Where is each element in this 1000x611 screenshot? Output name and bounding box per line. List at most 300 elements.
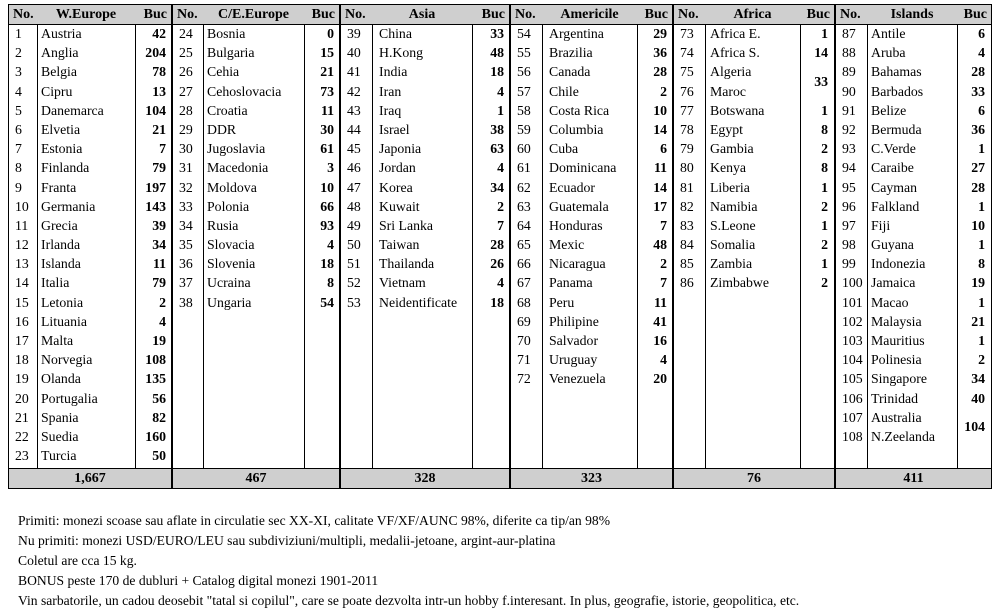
row-number: 7: [15, 141, 22, 157]
row-number: 43: [347, 102, 361, 118]
country-name: Caraibe: [871, 160, 914, 176]
row-number: 99: [842, 256, 856, 272]
region-rows: [173, 25, 339, 313]
header-buc: Buc: [806, 7, 830, 22]
table-row: [511, 44, 672, 63]
table-row: [511, 140, 672, 159]
country-name: Bahamas: [871, 64, 922, 80]
region-rows: [836, 25, 991, 447]
row-number: 75: [680, 64, 694, 80]
row-number: 70: [517, 333, 531, 348]
region-header: [511, 5, 672, 25]
row-number: 61: [517, 160, 531, 176]
table-row: [674, 198, 834, 217]
row-number: 100: [842, 275, 863, 291]
row-number: 30: [179, 141, 193, 157]
coin-count: 66: [320, 198, 334, 214]
coin-count: 8: [821, 160, 828, 176]
country-name: Vietnam: [379, 275, 426, 291]
country-name: Argentina: [549, 26, 604, 41]
region-group-weurope: [8, 4, 172, 489]
region-group-americile: [510, 4, 673, 489]
table-row: [9, 159, 171, 178]
region-total: 467: [173, 468, 339, 488]
coin-count: 26: [490, 256, 504, 272]
table-row: [511, 198, 672, 217]
country-name: Bulgaria: [207, 45, 255, 61]
header-buc: Buc: [311, 7, 335, 22]
coin-count: 19: [971, 275, 985, 291]
country-name: Philipine: [549, 313, 599, 329]
table-row: [511, 236, 672, 255]
coin-count: 3: [327, 160, 334, 176]
table-row: [511, 332, 672, 351]
coin-count: 14: [653, 121, 667, 137]
country-name: Kuwait: [379, 198, 420, 214]
country-name: Finlanda: [41, 160, 90, 176]
table-row: [511, 255, 672, 274]
note-line: Coletul are cca 15 kg.: [18, 553, 137, 568]
country-name: Suedia: [41, 428, 79, 444]
coin-count: 28: [971, 179, 985, 195]
country-name: Moldova: [207, 179, 257, 195]
coin-count: 1: [821, 179, 828, 195]
coin-count: 4: [660, 352, 667, 368]
header-buc: Buc: [963, 7, 987, 22]
row-number: 80: [680, 160, 694, 176]
country-name: Ungaria: [207, 294, 252, 310]
row-number: 15: [15, 294, 29, 310]
row-number: 60: [517, 141, 531, 157]
row-number: 103: [842, 333, 863, 348]
country-name: Portugalia: [41, 390, 98, 406]
row-number: 16: [15, 313, 29, 329]
country-name: Canada: [549, 64, 591, 80]
coin-count: 13: [152, 83, 166, 99]
table-row: [9, 447, 171, 466]
row-number: 96: [842, 198, 856, 214]
country-name: Cehoslovacia: [207, 83, 282, 99]
coin-count: 2: [978, 352, 985, 368]
row-number: 82: [680, 198, 694, 214]
table-row: [674, 159, 834, 178]
row-number: 94: [842, 160, 856, 176]
country-name: Africa E.: [710, 26, 761, 41]
coin-count: 33: [971, 83, 985, 99]
country-name: Turcia: [41, 448, 77, 464]
coin-count: 2: [821, 198, 828, 214]
table-row: [173, 217, 339, 236]
country-name: Danemarca: [41, 102, 104, 118]
coin-count: 14: [814, 45, 828, 61]
country-name: India: [379, 64, 408, 80]
country-name: Norvegia: [41, 352, 93, 368]
country-name: Uruguay: [549, 352, 598, 368]
table-row: [674, 179, 834, 198]
region-total: 411: [836, 468, 991, 488]
row-number: 38: [179, 294, 193, 310]
country-name: Israel: [379, 121, 410, 137]
region-rows: [341, 25, 509, 313]
country-name: Fiji: [871, 217, 891, 233]
country-name: Estonia: [41, 141, 83, 157]
coin-count: 20: [653, 371, 667, 387]
country-name: Cayman: [871, 179, 917, 195]
row-number: 44: [347, 121, 361, 137]
row-number: 81: [680, 179, 694, 195]
country-name: Slovenia: [207, 256, 256, 272]
coin-count: 1: [821, 102, 828, 118]
table-row: [9, 294, 171, 313]
table-row: [511, 102, 672, 121]
coin-count: 82: [152, 409, 166, 425]
coin-count: 135: [145, 371, 166, 387]
country-name: Austria: [41, 26, 82, 41]
table-row: [173, 255, 339, 274]
table-row: [674, 274, 834, 293]
coin-count: 1: [978, 198, 985, 214]
coin-count: 1: [497, 102, 504, 118]
table-row: [9, 25, 171, 44]
row-number: 71: [517, 352, 531, 368]
table-row: [9, 102, 171, 121]
coin-count: 160: [145, 428, 166, 444]
table-row: [511, 63, 672, 82]
coin-count: 34: [971, 371, 985, 387]
row-number: 12: [15, 237, 29, 253]
row-number: 37: [179, 275, 193, 291]
country-name: Indonezia: [871, 256, 926, 272]
row-number: 91: [842, 102, 856, 118]
row-number: 93: [842, 141, 856, 157]
row-number: 40: [347, 45, 361, 61]
region-rows: [511, 25, 672, 390]
row-number: 106: [842, 390, 863, 406]
coin-count: 2: [821, 141, 828, 157]
row-number: 35: [179, 237, 193, 253]
table-row: [836, 102, 991, 121]
row-number: 18: [15, 352, 29, 368]
coin-count: 54: [320, 294, 334, 310]
table-row: [674, 236, 834, 255]
row-number: 98: [842, 237, 856, 253]
table-row: [9, 351, 171, 370]
country-name: Liberia: [710, 179, 750, 195]
merged-coin-count: 104: [964, 419, 985, 435]
row-number: 48: [347, 198, 361, 214]
table-row: [674, 140, 834, 159]
table-row: [511, 179, 672, 198]
row-number: 77: [680, 102, 694, 118]
coin-count: 2: [821, 237, 828, 253]
country-name: Australia: [871, 409, 922, 425]
country-name: Trinidad: [871, 390, 919, 406]
country-name: Iraq: [379, 102, 402, 118]
coin-count: 42: [152, 26, 166, 41]
table-row: [511, 25, 672, 44]
region-total: 323: [511, 468, 672, 488]
table-row: [674, 102, 834, 121]
country-name: N.Zeelanda: [871, 428, 935, 444]
country-name: H.Kong: [379, 45, 424, 61]
coin-count: 48: [653, 237, 667, 253]
coin-count: 8: [327, 275, 334, 291]
region-header: [9, 5, 171, 25]
coin-count: 4: [497, 83, 504, 99]
coin-count: 10: [320, 179, 334, 195]
note-line: BONUS peste 170 de dubluri + Catalog digital monezi 1901-2011: [18, 573, 379, 588]
row-number: 39: [347, 26, 361, 41]
coin-count: 38: [490, 121, 504, 137]
country-name: Barbados: [871, 83, 924, 99]
country-name: Bermuda: [871, 121, 922, 137]
header-region: Africa: [733, 7, 772, 22]
country-name: Malta: [41, 333, 74, 348]
region-header: [836, 5, 991, 25]
coin-count: 61: [320, 141, 334, 157]
coin-count: 2: [159, 294, 166, 310]
table-row: [9, 44, 171, 63]
country-name: Jugoslavia: [207, 141, 266, 157]
coin-count: 108: [145, 352, 166, 368]
row-number: 31: [179, 160, 193, 176]
row-number: 72: [517, 371, 531, 387]
table-row: [341, 236, 509, 255]
header-region: Asia: [408, 7, 436, 22]
row-number: 88: [842, 45, 856, 61]
table-row: [173, 102, 339, 121]
coin-count: 29: [653, 26, 667, 41]
country-name: Botswana: [710, 102, 765, 118]
country-name: Cipru: [41, 83, 73, 99]
coin-count: 4: [497, 275, 504, 291]
row-number: 24: [179, 26, 193, 41]
header-no: No.: [13, 7, 34, 22]
country-name: Croatia: [207, 102, 248, 118]
coin-count: 11: [653, 160, 667, 176]
table-row: [836, 217, 991, 236]
row-number: 76: [680, 83, 694, 99]
country-name: Belgia: [41, 64, 78, 80]
header-no: No.: [515, 7, 536, 22]
table-row: [836, 274, 991, 293]
country-name: Grecia: [41, 217, 78, 233]
row-number: 63: [517, 198, 531, 214]
row-number: 22: [15, 428, 29, 444]
country-name: Kenya: [710, 160, 747, 176]
row-number: 20: [15, 390, 29, 406]
coin-count: 8: [978, 256, 985, 272]
table-row: [341, 140, 509, 159]
country-name: Zimbabwe: [710, 275, 770, 291]
table-row: [836, 83, 991, 102]
row-number: 32: [179, 179, 193, 195]
row-number: 101: [842, 294, 863, 310]
coin-count: 21: [320, 64, 334, 80]
country-name: Antile: [871, 26, 906, 41]
coin-count: 6: [660, 141, 667, 157]
country-name: Panama: [549, 275, 593, 291]
row-number: 51: [347, 256, 361, 272]
row-number: 73: [680, 26, 694, 41]
header-no: No.: [177, 7, 198, 22]
table-row: [341, 159, 509, 178]
table-row: [9, 179, 171, 198]
region-rows: [9, 25, 171, 466]
table-row: [836, 313, 991, 332]
coin-count: 48: [490, 45, 504, 61]
coin-inventory-table: [8, 4, 992, 489]
region-group-ceeurope: [172, 4, 340, 489]
coin-count: 4: [978, 45, 985, 61]
country-name: Peru: [549, 294, 575, 310]
table-row: [173, 83, 339, 102]
row-number: 29: [179, 121, 193, 137]
row-number: 92: [842, 121, 856, 137]
table-row: [9, 217, 171, 236]
table-row: [836, 255, 991, 274]
country-name: Iran: [379, 83, 402, 99]
row-number: 8: [15, 160, 22, 176]
table-row: [9, 409, 171, 428]
coin-count: 1: [978, 333, 985, 348]
country-name: Bosnia: [207, 26, 246, 41]
region-group-africa: [673, 4, 835, 489]
table-row: [674, 83, 834, 102]
note-line: Vin sarbatorile, un cadou deosebit "tatal si copilul", care se poate dezvolta intr-un hobby f.interesant. In plus, geografie, istorie, geopolitica, etc.: [18, 593, 800, 608]
country-name: Franta: [41, 179, 77, 195]
country-name: Macao: [871, 294, 909, 310]
row-number: 64: [517, 217, 531, 233]
row-number: 56: [517, 64, 531, 80]
row-number: 95: [842, 179, 856, 195]
table-row: [511, 121, 672, 140]
table-row: [511, 370, 672, 389]
table-row: [341, 274, 509, 293]
table-row: [9, 63, 171, 82]
country-name: Singapore: [871, 371, 927, 387]
table-row: [674, 44, 834, 63]
country-name: Korea: [379, 179, 413, 195]
header-region: W.Europe: [55, 7, 117, 22]
country-name: Japonia: [379, 141, 422, 157]
coin-count: 21: [152, 121, 166, 137]
table-row: [836, 198, 991, 217]
table-row: [836, 63, 991, 82]
row-number: 67: [517, 275, 531, 291]
table-row: [836, 236, 991, 255]
row-number: 54: [517, 26, 531, 41]
table-row: [9, 274, 171, 293]
country-name: Guatemala: [549, 198, 609, 214]
table-row: [173, 294, 339, 313]
coin-count: 0: [327, 26, 334, 41]
country-name: Guyana: [871, 237, 914, 253]
table-row: [511, 351, 672, 370]
row-number: 14: [15, 275, 29, 291]
country-name: Honduras: [549, 217, 603, 233]
region-rows: [674, 25, 834, 294]
row-number: 17: [15, 333, 29, 348]
country-name: Gambia: [710, 141, 754, 157]
table-row: [341, 83, 509, 102]
table-row: [511, 217, 672, 236]
coin-count: 11: [653, 294, 667, 310]
coin-count: 10: [653, 102, 667, 118]
coin-count: 197: [145, 179, 166, 195]
row-number: 5: [15, 102, 22, 118]
note-line: Primiti: monezi scoase sau aflate in circulatie sec XX-XI, calitate VF/XF/AUNC 98%, diferite ca tip/an 98%: [18, 513, 611, 528]
coin-count: 1: [978, 294, 985, 310]
table-row: [674, 63, 834, 82]
country-name: Spania: [41, 409, 79, 425]
table-row: [836, 351, 991, 370]
row-number: 6: [15, 121, 22, 137]
table-row: [173, 140, 339, 159]
coin-count: 2: [497, 198, 504, 214]
table-row: [9, 255, 171, 274]
country-name: Falkland: [871, 198, 920, 214]
coin-count: 28: [653, 64, 667, 80]
country-name: S.Leone: [710, 217, 756, 233]
coin-count: 1: [821, 217, 828, 233]
country-name: Sri Lanka: [379, 217, 434, 233]
coin-count: 18: [490, 64, 504, 80]
country-name: Mauritius: [871, 333, 925, 348]
row-number: 53: [347, 294, 361, 310]
country-name: Zambia: [710, 256, 753, 272]
country-name: Macedonia: [207, 160, 269, 176]
coin-count: 4: [497, 160, 504, 176]
row-number: 59: [517, 121, 531, 137]
row-number: 66: [517, 256, 531, 272]
coin-count: 36: [653, 45, 667, 61]
row-number: 83: [680, 217, 694, 233]
country-name: Islanda: [41, 256, 81, 272]
row-number: 46: [347, 160, 361, 176]
country-name: Neidentificate: [379, 294, 458, 310]
country-name: Cehia: [207, 64, 240, 80]
row-number: 85: [680, 256, 694, 272]
country-name: Germania: [41, 198, 96, 214]
header-no: No.: [345, 7, 366, 22]
country-name: Venezuela: [549, 371, 606, 387]
row-number: 58: [517, 102, 531, 118]
coin-count: 10: [971, 217, 985, 233]
table-row: [836, 390, 991, 409]
row-number: 33: [179, 198, 193, 214]
coin-count: 28: [971, 64, 985, 80]
table-row: [341, 198, 509, 217]
table-row: [674, 255, 834, 274]
coin-count: 1: [978, 237, 985, 253]
country-name: Jamaica: [871, 275, 916, 291]
country-name: Slovacia: [207, 237, 255, 253]
row-number: 108: [842, 428, 863, 444]
table-row: [9, 198, 171, 217]
table-row: [341, 63, 509, 82]
table-row: [9, 121, 171, 140]
region-header: [674, 5, 834, 25]
coin-count: 34: [152, 237, 166, 253]
coin-count: 7: [660, 217, 667, 233]
coin-count: 27: [971, 160, 985, 176]
country-name: Somalia: [710, 237, 756, 253]
header-no: No.: [840, 7, 861, 22]
row-number: 104: [842, 352, 863, 368]
table-row: [341, 217, 509, 236]
table-row: [511, 159, 672, 178]
